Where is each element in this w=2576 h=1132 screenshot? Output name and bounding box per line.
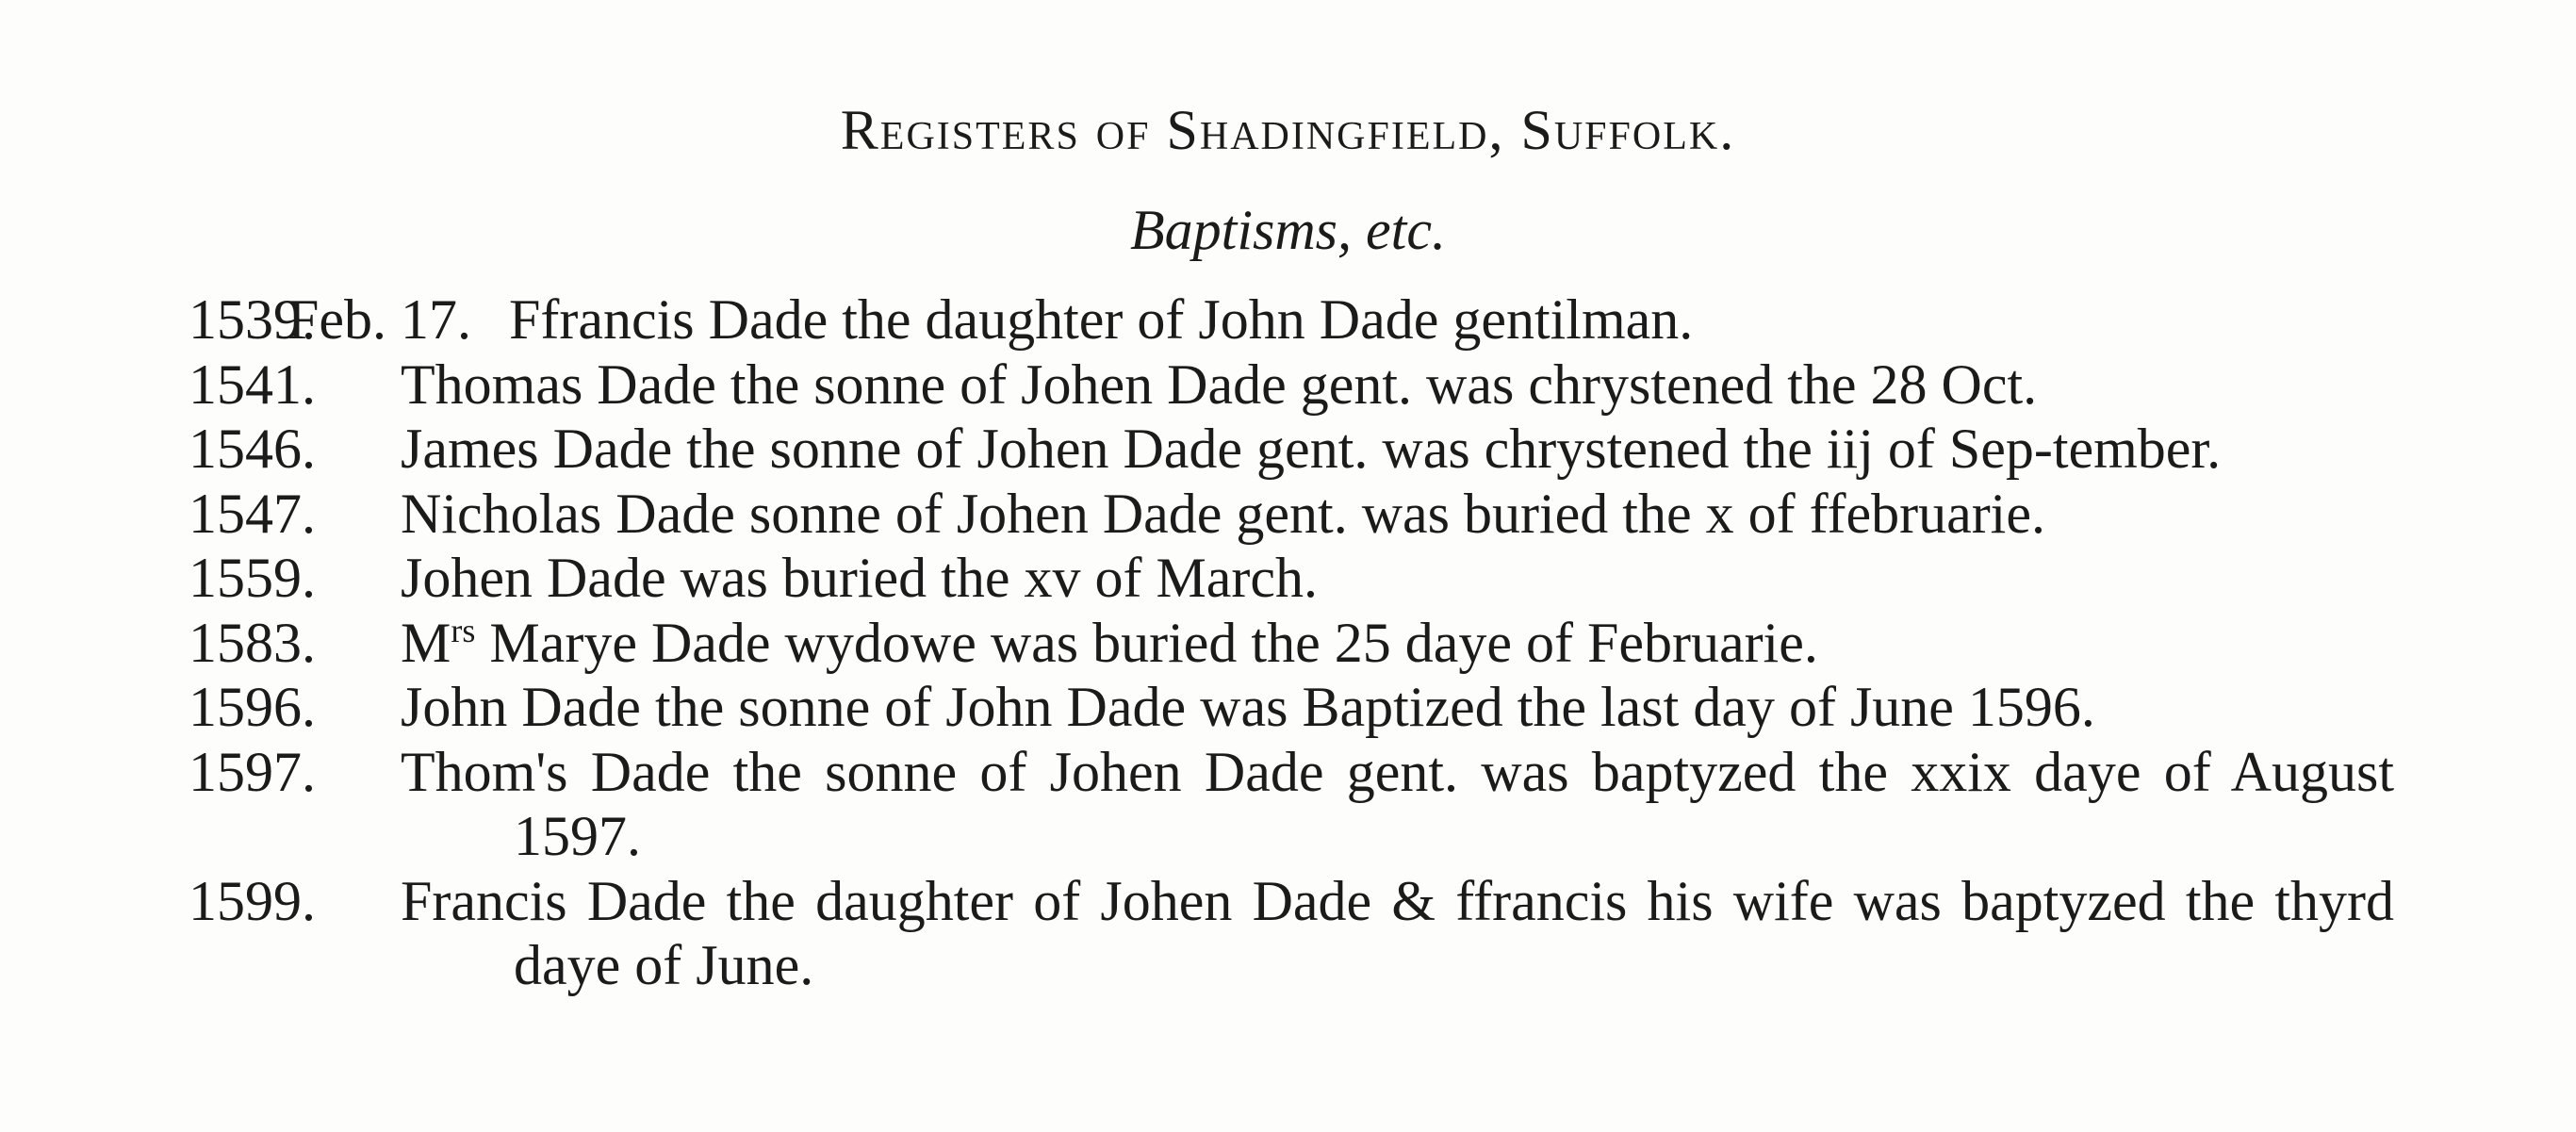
honorific: M (401, 611, 451, 674)
entry-text (401, 611, 2394, 676)
entry-body: Marye Dade wydowe was buried the 25 daye of Februarie. (475, 611, 1818, 674)
entry-year: 1596. (189, 676, 316, 738)
page-title: Registers of Shadingfield, Suffolk. (840, 99, 1736, 161)
register-entry (189, 353, 2394, 418)
register-entry (189, 417, 2394, 482)
entry-date: Feb. 17. (287, 288, 471, 351)
entry-year: 1583. (189, 611, 316, 674)
entry-year: 1539. (189, 288, 316, 351)
register-entry (189, 611, 2394, 676)
register-entry (189, 546, 2394, 611)
entry-year: 1559. (189, 547, 316, 609)
register-entry (189, 869, 2394, 998)
entry-year: 1546. (189, 418, 316, 480)
entry-text: Thomas Dade the sonne of Johen Dade gent. was chrystened the 28 Oct. (401, 353, 2038, 416)
register-entry (189, 482, 2394, 547)
entry-text: John Dade the sonne of John Dade was Baptized the last day of June 1596. (401, 676, 2095, 738)
register-entry (189, 675, 2394, 740)
entry-text: Johen Dade was buried the xv of March. (401, 547, 1319, 609)
entry-body: Ffrancis Dade the daughter of John Dade gentilman. (509, 288, 1694, 351)
register-entries (189, 287, 2394, 998)
entry-text: Thom's Dade the sonne of Johen Dade gent. was baptyzed the xxix daye of August 1597. (401, 740, 2394, 867)
register-entry (189, 740, 2394, 869)
entry-text: Nicholas Dade sonne of Johen Dade gent. was buried the x of ffebruarie. (401, 482, 2045, 545)
entry-year: 1547. (189, 482, 316, 545)
honorific-superscript: rs (451, 611, 476, 649)
entry-year: 1597. (189, 740, 316, 803)
register-entry (189, 287, 2394, 353)
entry-year: 1599. (189, 869, 316, 932)
entry-text (287, 287, 2394, 353)
entry-text: Francis Dade the daughter of Johen Dade & ffrancis his wife was baptyzed the thyrd daye of June. (401, 869, 2394, 996)
entry-year: 1541. (189, 353, 316, 416)
page-subtitle: Baptisms, etc. (1130, 199, 1446, 261)
entry-text: James Dade the sonne of Johen Dade gent. was chrystened the iij of Sep-tember. (401, 418, 2222, 480)
